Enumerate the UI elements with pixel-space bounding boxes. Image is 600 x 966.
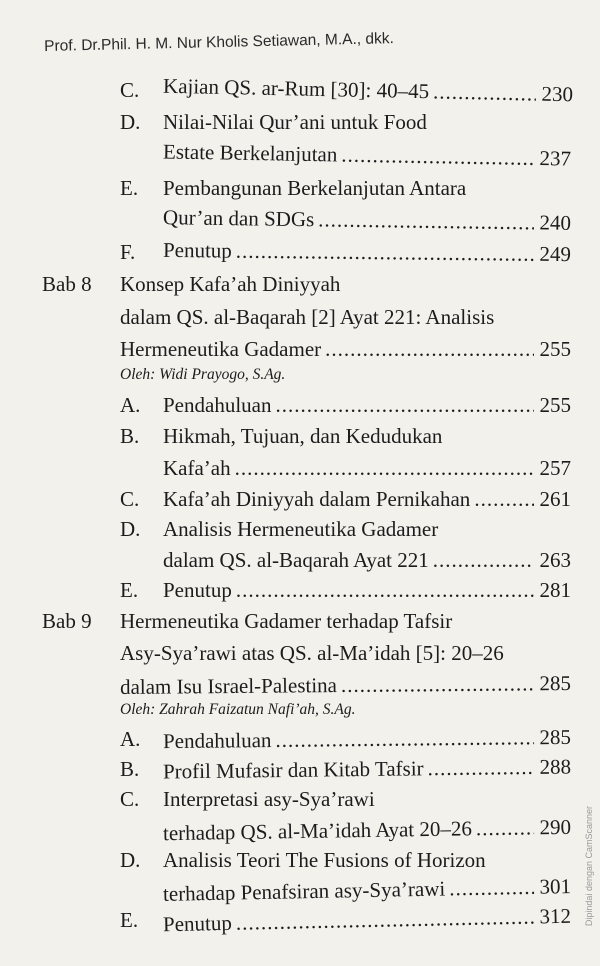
toc-entry-title: Kafa’ah Diniyyah dalam Pernikahan xyxy=(163,487,471,511)
dot-leader xyxy=(427,755,533,781)
toc-entry-title: Pendahuluan xyxy=(162,728,272,754)
page-number: 240 xyxy=(539,210,572,235)
toc-entry xyxy=(163,238,571,267)
chapter-title-cont: Asy-Sya’rawi atas QS. al-Ma’idah [5]: 20–26 xyxy=(120,641,504,665)
page-number: 285 xyxy=(539,671,572,696)
toc-entry-title: Profil Mufasir dan Kitab Tafsir xyxy=(162,756,424,784)
toc-entry-title: Penutup xyxy=(162,910,233,937)
dot-leader xyxy=(236,905,534,936)
dot-leader xyxy=(476,815,534,841)
toc-entry-title: Penutup xyxy=(163,578,232,602)
toc-entry-title-cont: terhadap QS. al-Ma’idah Ayat 20–26 xyxy=(162,816,473,846)
dot-leader xyxy=(318,207,534,235)
toc-entry-title-cont: Estate Berkelanjutan xyxy=(162,139,338,167)
page-number: 261 xyxy=(539,487,571,511)
toc-entry xyxy=(163,874,571,907)
toc-entry-title: Hikmah, Tujuan, dan Kedudukan xyxy=(163,424,443,448)
chapter-title: Konsep Kafa’ah Diniyyah xyxy=(120,272,341,296)
toc-entry-title-cont: terhadap Penafsiran asy-Sya’rawi xyxy=(162,876,446,906)
chapter-author: Oleh: Widi Prayogo, S.Ag. xyxy=(120,366,286,383)
dot-leader xyxy=(236,239,534,267)
running-head: Prof. Dr.Phil. H. M. Nur Kholis Setiawan, M.A., dkk. xyxy=(44,30,395,55)
toc-item-label: A. xyxy=(120,727,141,751)
toc-item-label: D. xyxy=(120,110,141,134)
chapter-title-cont: dalam Isu Israel-Palestina xyxy=(119,673,338,699)
toc-entry-title-cont: dalam QS. al-Baqarah Ayat 221 xyxy=(163,548,429,572)
dot-leader xyxy=(341,671,534,698)
toc-entry xyxy=(163,205,571,236)
toc-item-label: E. xyxy=(120,578,139,602)
chapter-title: Hermeneutika Gadamer terhadap Tafsir xyxy=(120,609,453,633)
toc-item-label: E. xyxy=(120,176,139,200)
toc-item-label: A. xyxy=(120,393,141,417)
toc-entry xyxy=(163,139,571,171)
toc-entry-title: Analisis Hermeneutika Gadamer xyxy=(163,517,439,541)
toc-entry-title: Pembangunan Berkelanjutan Antara xyxy=(163,176,467,200)
page-number: 237 xyxy=(539,146,572,171)
toc-entry xyxy=(163,456,571,481)
page-number: 249 xyxy=(539,241,572,267)
toc-entry-title-cont: Qur’an dan SDGs xyxy=(162,205,315,232)
dot-leader xyxy=(235,456,534,481)
toc-entry xyxy=(163,578,571,603)
toc-entry-title-cont: Kafa’ah xyxy=(163,456,231,480)
toc-item-label: D. xyxy=(120,848,141,872)
page-number: 263 xyxy=(539,548,571,572)
dot-leader xyxy=(325,337,533,362)
chapter-title-cont: dalam QS. al-Baqarah [2] Ayat 221: Analisis xyxy=(120,305,495,329)
toc-entry xyxy=(163,393,571,418)
toc-entry xyxy=(120,671,571,700)
dot-leader xyxy=(236,578,534,603)
page-number: 230 xyxy=(541,81,574,107)
toc-item-label: D. xyxy=(120,517,141,541)
toc-entry-title: Interpretasi asy-Sya’rawi xyxy=(163,787,375,811)
chapter-title-cont: Hermeneutika Gadamer xyxy=(120,337,322,361)
toc-entry xyxy=(163,725,571,754)
toc-item-label: C. xyxy=(120,487,140,511)
toc-item-label: C. xyxy=(120,787,140,811)
toc-entry-title: Nilai-Nilai Qur’ani untuk Food xyxy=(163,110,427,134)
dot-leader xyxy=(275,725,533,753)
dot-leader xyxy=(433,79,536,106)
toc-entry xyxy=(163,815,571,846)
dot-leader xyxy=(341,143,534,171)
toc-entry-title: Kajian QS. ar-Rum [30]: 40–45 xyxy=(162,73,430,104)
scanner-watermark: Dipindai dengan CamScanner xyxy=(584,806,594,927)
toc-entry-title: Analisis Teori The Fusions of Horizon xyxy=(163,848,486,872)
page-number: 288 xyxy=(539,754,572,779)
page-number: 290 xyxy=(539,814,572,840)
page-number: 312 xyxy=(539,903,572,929)
dot-leader xyxy=(474,487,533,512)
page-number: 257 xyxy=(539,456,571,480)
toc-entry xyxy=(163,74,573,108)
page-number: 255 xyxy=(539,337,571,361)
page-number: 255 xyxy=(539,393,571,417)
toc-entry xyxy=(163,904,571,938)
toc-item-label: E. xyxy=(120,908,139,932)
chapter-author: Oleh: Zahrah Faizatun Nafi’ah, S.Ag. xyxy=(120,701,356,718)
toc-item-label: C. xyxy=(120,78,140,102)
toc-entry xyxy=(120,337,571,362)
page-number: 285 xyxy=(539,724,572,750)
toc-item-label: B. xyxy=(120,424,140,448)
dot-leader xyxy=(275,393,533,418)
dot-leader xyxy=(433,548,534,573)
page-number: 281 xyxy=(539,578,571,602)
toc-entry-title: Pendahuluan xyxy=(163,393,272,417)
dot-leader xyxy=(449,875,534,902)
toc-entry-title: Penutup xyxy=(162,237,232,263)
toc-entry xyxy=(163,487,571,512)
toc-item-label: B. xyxy=(120,757,140,781)
chapter-label: Bab 8 xyxy=(42,272,92,296)
chapter-label: Bab 9 xyxy=(42,609,92,633)
toc-entry xyxy=(163,755,571,785)
toc-entry xyxy=(163,548,571,573)
page-number: 301 xyxy=(539,874,572,899)
toc-item-label: F. xyxy=(120,240,136,264)
